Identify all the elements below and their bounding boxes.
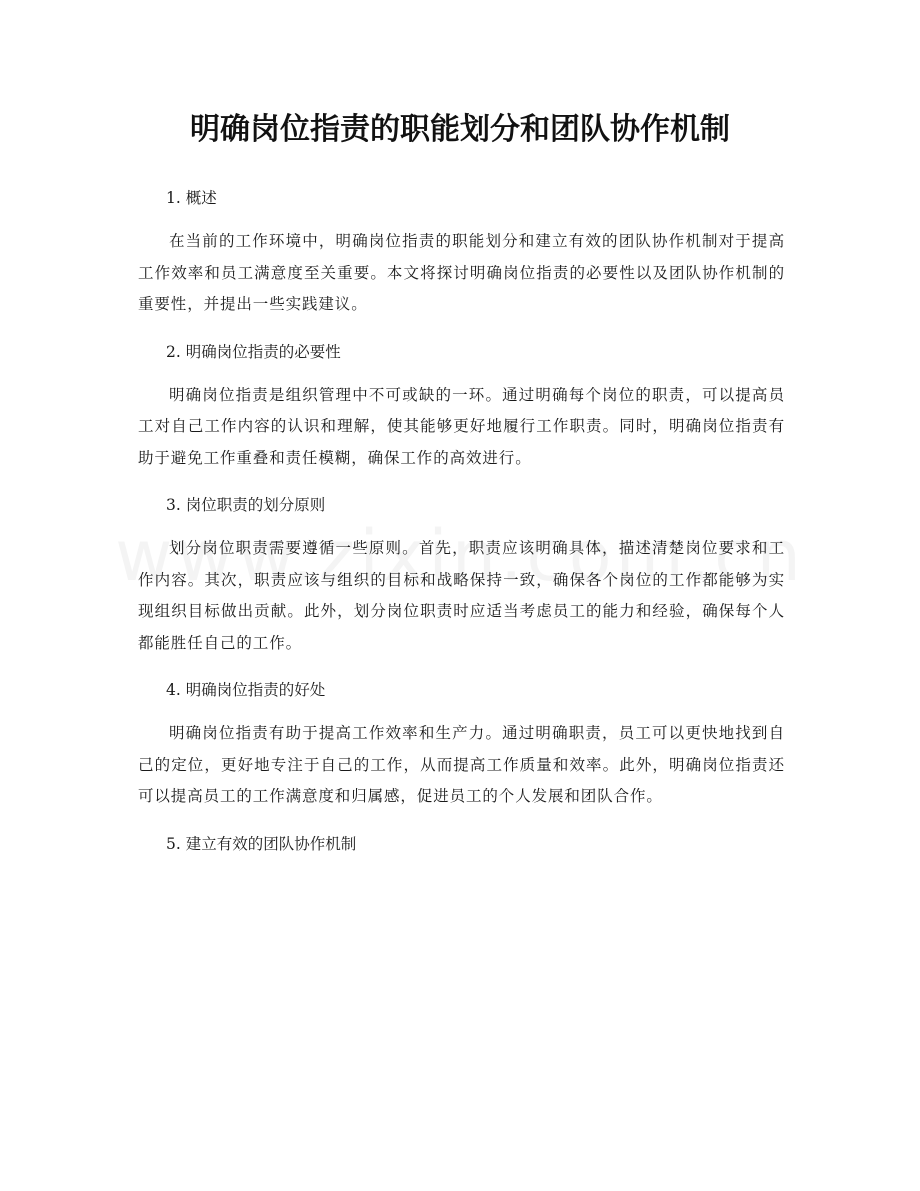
section-paragraph: 明确岗位指责是组织管理中不可或缺的一环。通过明确每个岗位的职责，可以提高员工对自己工作内容的认识和理解，使其能够更好地履行工作职责。同时，明确岗位指责有助于避免工作重叠和责任模糊，确保工作的高效进行。 [138, 385, 785, 467]
section-overview [138, 180, 785, 321]
section-principles [138, 487, 785, 659]
section-heading: 4. 明确岗位指责的好处 [166, 681, 326, 699]
section-necessity [138, 334, 785, 475]
section-heading: 2. 明确岗位指责的必要性 [166, 342, 341, 361]
section-paragraph: 在当前的工作环境中，明确岗位指责的职能划分和建立有效的团队协作机制对于提高工作效率和员工满意度至关重要。本文将探讨明确岗位指责的必要性以及团队协作机制的重要性，并提出一些实践建议。 [138, 232, 785, 313]
section-teamwork [138, 826, 785, 862]
document-body [138, 180, 785, 862]
section-heading: 3. 岗位职责的划分原则 [166, 496, 326, 514]
section-heading: 5. 建立有效的团队协作机制 [166, 834, 357, 853]
section-paragraph: 划分岗位职责需要遵循一些原则。首先，职责应该明确具体，描述清楚岗位要求和工作内容。其次，职责应该与组织的目标和战略保持一致，确保各个岗位的工作都能够为实现组织目标做出贡献。此外，划分岗位职责时应适当考虑员工的能力和经验，确保每个人都能胜任自己的工作。 [138, 539, 785, 652]
section-heading: 1. 概述 [166, 189, 217, 207]
document-title: 明确岗位指责的职能划分和团队协作机制 [190, 112, 730, 147]
section-benefits [138, 672, 785, 813]
section-paragraph: 明确岗位指责有助于提高工作效率和生产力。通过明确职责，员工可以更快地找到自己的定位，更好地专注于自己的工作，从而提高工作质量和效率。此外，明确岗位指责还可以提高员工的工作满意度和归属感，促进员工的个人发展和团队合作。 [138, 724, 785, 805]
